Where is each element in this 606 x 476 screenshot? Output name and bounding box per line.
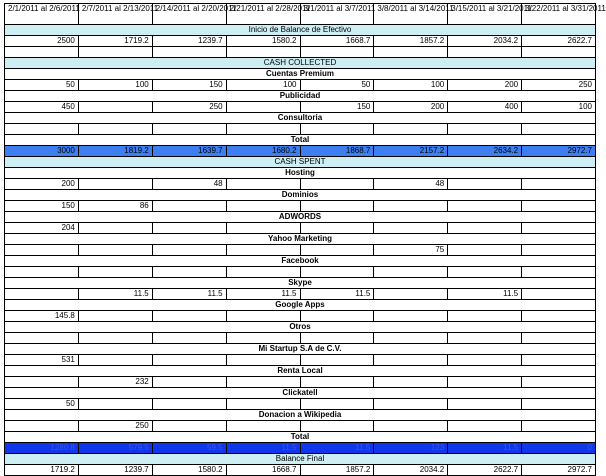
cell[interactable]: [226, 124, 300, 135]
cell[interactable]: [5, 377, 79, 388]
cell[interactable]: [448, 355, 522, 366]
cash-spent-band: [5, 157, 596, 168]
cell[interactable]: [226, 355, 300, 366]
cell[interactable]: [152, 333, 226, 344]
cell[interactable]: [522, 267, 596, 278]
cell[interactable]: 1668.7: [300, 36, 374, 47]
spent-section-1: [5, 190, 596, 201]
cell[interactable]: 3000: [5, 146, 79, 157]
cell[interactable]: [374, 399, 448, 410]
cell[interactable]: [300, 311, 374, 322]
cell[interactable]: [78, 267, 152, 278]
cell[interactable]: [152, 421, 226, 432]
cell[interactable]: 50: [5, 80, 79, 91]
cell[interactable]: 1239.7: [78, 465, 152, 476]
spent-total-row: [5, 443, 596, 454]
section-label: Yahoo Marketing: [5, 234, 596, 245]
cell[interactable]: [522, 355, 596, 366]
spent-section-7: [5, 322, 596, 333]
cell[interactable]: [522, 289, 596, 300]
collected-values-row: [5, 102, 596, 113]
collected-section-1: [5, 91, 596, 102]
spent-section-8: [5, 344, 596, 355]
cell[interactable]: [226, 179, 300, 190]
section-label: Cuentas Premium: [5, 69, 596, 80]
cell[interactable]: 2034.2: [374, 465, 448, 476]
cell[interactable]: 204: [5, 223, 79, 234]
opening-balance-band-label: Inicio de Balance de Efectivo: [5, 25, 596, 36]
cell[interactable]: 531: [5, 355, 79, 366]
cash-flow-table: [4, 3, 606, 476]
cell[interactable]: 11.5: [152, 289, 226, 300]
cell[interactable]: [152, 223, 226, 234]
cell[interactable]: [522, 179, 596, 190]
cell[interactable]: [300, 245, 374, 256]
cell[interactable]: 2634.2: [448, 146, 522, 157]
spent-values-row: [5, 223, 596, 234]
cell[interactable]: 250: [522, 80, 596, 91]
cell[interactable]: 2972.7: [522, 146, 596, 157]
cell[interactable]: [448, 421, 522, 432]
cell[interactable]: [374, 201, 448, 212]
section-label: Mi Startup S.A de C.V.: [5, 344, 596, 355]
cell[interactable]: [300, 124, 374, 135]
collected-values-row: [5, 124, 596, 135]
collected-section-0: [5, 69, 596, 80]
spent-values-row: [5, 201, 596, 212]
cell[interactable]: 1239.7: [152, 36, 226, 47]
spent-section-6: [5, 300, 596, 311]
cell[interactable]: [152, 201, 226, 212]
cell[interactable]: 250: [152, 102, 226, 113]
opening-balance-band: [5, 25, 596, 36]
cell[interactable]: 59.5: [152, 443, 226, 454]
cell[interactable]: [78, 399, 152, 410]
cell[interactable]: [226, 223, 300, 234]
cell[interactable]: [448, 377, 522, 388]
spent-values-row: [5, 377, 596, 388]
cell[interactable]: [78, 355, 152, 366]
cell[interactable]: [448, 245, 522, 256]
cell[interactable]: 200: [448, 80, 522, 91]
closing-balance-band: [5, 454, 596, 465]
collected-values-row: [5, 80, 596, 91]
cell[interactable]: [300, 201, 374, 212]
cell[interactable]: 86: [78, 201, 152, 212]
cell[interactable]: [448, 267, 522, 278]
cell[interactable]: [522, 245, 596, 256]
cash-collected-band: [5, 58, 596, 69]
cell[interactable]: [374, 333, 448, 344]
cell[interactable]: 1580.2: [152, 465, 226, 476]
cell[interactable]: 2500: [5, 36, 79, 47]
date-range-header: 2/14/2011 al 2/20/2011: [152, 4, 226, 25]
opening-balance-row: [5, 36, 596, 47]
section-label: Renta Local: [5, 366, 596, 377]
spent-values-row: [5, 399, 596, 410]
cell[interactable]: 2622.7: [522, 36, 596, 47]
cell[interactable]: [448, 311, 522, 322]
cell[interactable]: 11.5: [448, 443, 522, 454]
cell[interactable]: [152, 47, 226, 58]
cell[interactable]: [522, 333, 596, 344]
cell[interactable]: 48: [152, 179, 226, 190]
cell[interactable]: 200: [374, 102, 448, 113]
spent-section-3: [5, 234, 596, 245]
cell[interactable]: [78, 245, 152, 256]
spent-values-row: [5, 355, 596, 366]
cell[interactable]: 11.5: [448, 289, 522, 300]
cell[interactable]: 1719.2: [5, 465, 79, 476]
cell[interactable]: [374, 289, 448, 300]
cell[interactable]: [522, 399, 596, 410]
date-range-header: 2/7/2011 al 2/13/2011: [78, 4, 152, 25]
spent-values-row: [5, 289, 596, 300]
cell[interactable]: 1280.8: [5, 443, 79, 454]
cell[interactable]: [374, 421, 448, 432]
cell[interactable]: [226, 245, 300, 256]
cell[interactable]: [226, 47, 300, 58]
date-range-header: 3/15/2011 al 3/21/2011: [448, 4, 522, 25]
cell[interactable]: [300, 333, 374, 344]
cell[interactable]: 1668.7: [226, 465, 300, 476]
cell[interactable]: [226, 377, 300, 388]
cell[interactable]: 50: [5, 399, 79, 410]
cell[interactable]: [78, 47, 152, 58]
cell[interactable]: [448, 124, 522, 135]
cell[interactable]: [152, 267, 226, 278]
cell[interactable]: 1680.2: [226, 146, 300, 157]
cell[interactable]: 11.5: [300, 289, 374, 300]
cell[interactable]: 48: [374, 179, 448, 190]
spacer-row: [5, 47, 596, 58]
date-range-header: 3/1/2011 al 3/7/2011: [300, 4, 374, 25]
cell[interactable]: 232: [78, 377, 152, 388]
cell[interactable]: [300, 377, 374, 388]
cell[interactable]: [226, 421, 300, 432]
cell[interactable]: 400: [448, 102, 522, 113]
cell[interactable]: [448, 223, 522, 234]
date-range-header: 3/22/2011 al 3/31/2011: [522, 4, 596, 25]
spent-section-4: [5, 256, 596, 267]
section-label: Total: [5, 432, 596, 443]
section-label: Donacion a Wikipedia: [5, 410, 596, 421]
cell[interactable]: [152, 355, 226, 366]
spent-section-9: [5, 366, 596, 377]
collected-total-row: [5, 146, 596, 157]
cell[interactable]: [448, 47, 522, 58]
cell[interactable]: [5, 124, 79, 135]
cell[interactable]: 100: [226, 80, 300, 91]
cell[interactable]: [5, 421, 79, 432]
spent-section-5: [5, 278, 596, 289]
cell[interactable]: [226, 311, 300, 322]
spent-values-row: [5, 421, 596, 432]
spent-total-label-row: [5, 432, 596, 443]
cell[interactable]: [522, 377, 596, 388]
cell[interactable]: 1580.2: [226, 36, 300, 47]
collected-total-label-row: [5, 135, 596, 146]
cell[interactable]: 150: [300, 102, 374, 113]
cell[interactable]: 2157.2: [374, 146, 448, 157]
spent-values-row: [5, 333, 596, 344]
cell[interactable]: 11.5: [226, 443, 300, 454]
cell[interactable]: 100: [78, 80, 152, 91]
cell[interactable]: 123: [374, 443, 448, 454]
cell[interactable]: [300, 179, 374, 190]
cell[interactable]: 150: [5, 201, 79, 212]
spent-section-11: [5, 410, 596, 421]
section-label: Hosting: [5, 168, 596, 179]
section-label: Google Apps: [5, 300, 596, 311]
cash-spent-band-label: CASH SPENT: [5, 157, 596, 168]
cell[interactable]: 0: [522, 443, 596, 454]
spent-section-0: [5, 168, 596, 179]
cell[interactable]: [374, 355, 448, 366]
cell[interactable]: [448, 399, 522, 410]
cell[interactable]: [152, 311, 226, 322]
cell[interactable]: [78, 223, 152, 234]
closing-balance-band-label: Balance Final: [5, 454, 596, 465]
cell[interactable]: 100: [522, 102, 596, 113]
header-row: [5, 4, 596, 25]
spent-section-2: [5, 212, 596, 223]
section-label: Consultoria: [5, 113, 596, 124]
section-label: Skype: [5, 278, 596, 289]
cell[interactable]: [522, 201, 596, 212]
cell[interactable]: [152, 377, 226, 388]
cell[interactable]: 450: [5, 102, 79, 113]
cell[interactable]: [448, 179, 522, 190]
cell[interactable]: [78, 333, 152, 344]
cell[interactable]: 75: [374, 245, 448, 256]
cell[interactable]: [300, 355, 374, 366]
cell[interactable]: [300, 421, 374, 432]
cell[interactable]: [226, 333, 300, 344]
cell[interactable]: 2034.2: [448, 36, 522, 47]
cell[interactable]: [374, 124, 448, 135]
cell[interactable]: 150: [152, 80, 226, 91]
cell[interactable]: [78, 179, 152, 190]
cell[interactable]: 1857.2: [374, 36, 448, 47]
cell[interactable]: [152, 399, 226, 410]
cell[interactable]: 11.5: [226, 289, 300, 300]
cell[interactable]: 2622.7: [448, 465, 522, 476]
section-label: Clickatell: [5, 388, 596, 399]
section-label: Total: [5, 135, 596, 146]
cell[interactable]: 2972.7: [522, 465, 596, 476]
cell[interactable]: [226, 201, 300, 212]
cell[interactable]: [522, 223, 596, 234]
cell[interactable]: [5, 333, 79, 344]
date-range-header: 2/1/2011 al 2/6/2011: [5, 4, 79, 25]
cell[interactable]: [374, 267, 448, 278]
cell[interactable]: [374, 311, 448, 322]
cell[interactable]: [300, 47, 374, 58]
cell[interactable]: [522, 421, 596, 432]
date-range-header: 3/8/2011 al 3/14/2011: [374, 4, 448, 25]
cell[interactable]: [226, 267, 300, 278]
cell[interactable]: [448, 333, 522, 344]
cell[interactable]: [300, 267, 374, 278]
cell[interactable]: [5, 47, 79, 58]
cell[interactable]: [5, 245, 79, 256]
spent-section-10: [5, 388, 596, 399]
spent-values-row: [5, 179, 596, 190]
cell[interactable]: [226, 102, 300, 113]
cell[interactable]: [522, 311, 596, 322]
section-label: Facebook: [5, 256, 596, 267]
cell[interactable]: 250: [78, 421, 152, 432]
cell[interactable]: 1719.2: [78, 36, 152, 47]
cell[interactable]: [300, 399, 374, 410]
cell[interactable]: [78, 124, 152, 135]
cell[interactable]: 200: [5, 179, 79, 190]
cell[interactable]: [522, 47, 596, 58]
cell[interactable]: [374, 377, 448, 388]
cell[interactable]: [78, 102, 152, 113]
cell[interactable]: [374, 223, 448, 234]
cell[interactable]: [448, 201, 522, 212]
spent-values-row: [5, 267, 596, 278]
cell[interactable]: [5, 289, 79, 300]
collected-section-2: [5, 113, 596, 124]
section-label: Dominios: [5, 190, 596, 201]
cell[interactable]: 1868.7: [300, 146, 374, 157]
section-label: Otros: [5, 322, 596, 333]
cell[interactable]: 145.8: [5, 311, 79, 322]
cell[interactable]: [5, 267, 79, 278]
cell[interactable]: 579.5: [78, 443, 152, 454]
cell[interactable]: [152, 124, 226, 135]
cell[interactable]: [522, 124, 596, 135]
cell[interactable]: [152, 245, 226, 256]
cell[interactable]: [226, 399, 300, 410]
cell[interactable]: [300, 223, 374, 234]
section-label: ADWORDS: [5, 212, 596, 223]
cell[interactable]: 11.5: [78, 289, 152, 300]
section-label: Publicidad: [5, 91, 596, 102]
spent-values-row: [5, 311, 596, 322]
cell[interactable]: 11.5: [300, 443, 374, 454]
closing-balance-row: [5, 465, 596, 476]
cell[interactable]: 1857.2: [300, 465, 374, 476]
date-range-header: 2/21/2011 al 2/28/2011: [226, 4, 300, 25]
cell[interactable]: 50: [300, 80, 374, 91]
cell[interactable]: [78, 311, 152, 322]
cash-collected-band-label: CASH COLLECTED: [5, 58, 596, 69]
cell[interactable]: [374, 47, 448, 58]
cell[interactable]: 1639.7: [152, 146, 226, 157]
spent-values-row: [5, 245, 596, 256]
cell[interactable]: 1819.2: [78, 146, 152, 157]
cell[interactable]: 100: [374, 80, 448, 91]
